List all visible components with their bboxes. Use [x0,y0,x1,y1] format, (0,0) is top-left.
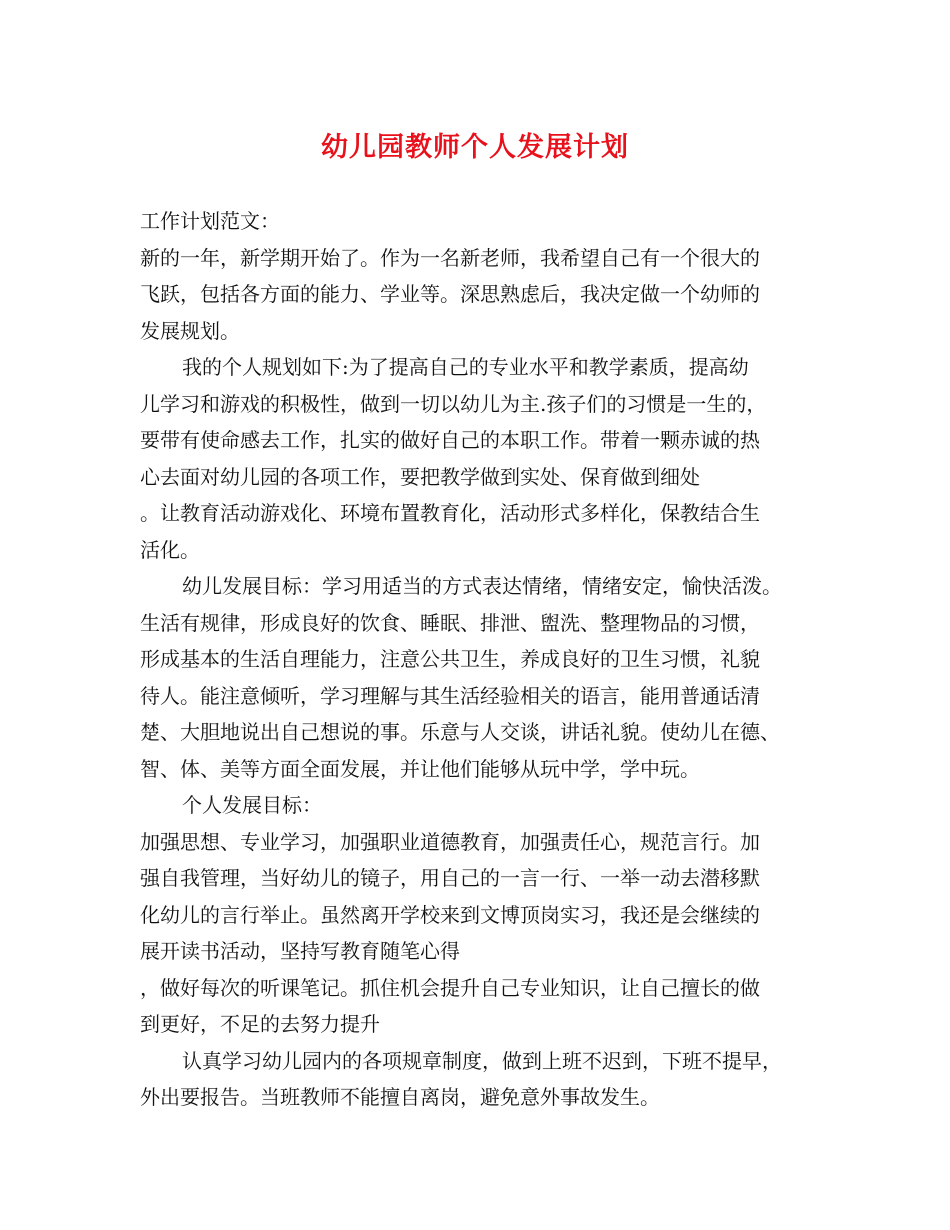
text-line: 形成基本的生活自理能力，注意公共卫生，养成良好的卫生习惯，礼貌 [140,647,760,671]
text-line: 待人。能注意倾听，学习理解与其生活经验相关的语言，能用普通话清 [140,683,760,708]
text-line: ，做好每次的听课笔记。抓住机会提升自己专业知识，让自己擅长的做 [140,975,760,1000]
text-line: 智、体、美等方面全面发展，并让他们能够从玩中学，学中玩。 [140,756,700,781]
text-line: 飞跃，包括各方面的能力、学业等。深思熟虑后，我决定做一个幼师的 [140,282,760,306]
text-line: 外出要报告。当班教师不能擅自离岗，避免意外事故发生。 [140,1085,660,1109]
text-line: 新的一年，新学期开始了。作为一名新老师，我希望自己有一个很大的 [140,245,760,270]
text-line: 楚、大胆地说出自己想说的事。乐意与人交谈，讲话礼貌。使幼儿在德、 [140,720,780,744]
document-body [140,203,840,1116]
text-line: 我的个人规划如下:为了提高自己的专业水平和教学素质，提高幼 [182,355,749,379]
text-line: 心去面对幼儿园的各项工作，要把教学做到实处、保育做到细处 [140,464,700,489]
text-line: 到更好，不足的去努力提升 [140,1012,380,1036]
text-line: 认真学习幼儿园内的各项规章制度，做到上班不迟到，下班不提早， [182,1048,782,1073]
text-line: 工作计划范文： [140,209,280,233]
text-line: 活化。 [140,537,200,562]
text-line: 展开读书活动，坚持写教育随笔心得 [140,939,460,963]
text-line: 个人发展目标： [182,793,322,817]
text-line: 强自我管理，当好幼儿的镜子，用自己的一言一行、一举一动去潜移默 [140,866,760,890]
text-line: 加强思想、专业学习，加强职业道德教育，加强责任心，规范言行。加 [140,829,760,854]
document-title: 幼儿园教师个人发展计划 [321,132,629,163]
text-line: 生活有规律，形成良好的饮食、睡眠、排泄、盥洗、整理物品的习惯， [140,610,760,635]
text-line: 化幼儿的言行举止。虽然离开学校来到文博顶岗实习，我还是会继续的 [140,902,760,927]
text-line: 要带有使命感去工作，扎实的做好自己的本职工作。带着一颗赤诚的热 [140,428,760,452]
text-line: 儿学习和游戏的积极性，做到一切以幼儿为主.孩子们的习惯是一生的， [140,391,767,416]
text-line: 发展规划。 [140,318,240,343]
text-line: 幼儿发展目标：学习用适当的方式表达情绪，情绪安定，愉快活泼。 [182,574,782,598]
text-line: 。让教育活动游戏化、环境布置教育化，活动形式多样化，保教结合生 [140,501,760,525]
